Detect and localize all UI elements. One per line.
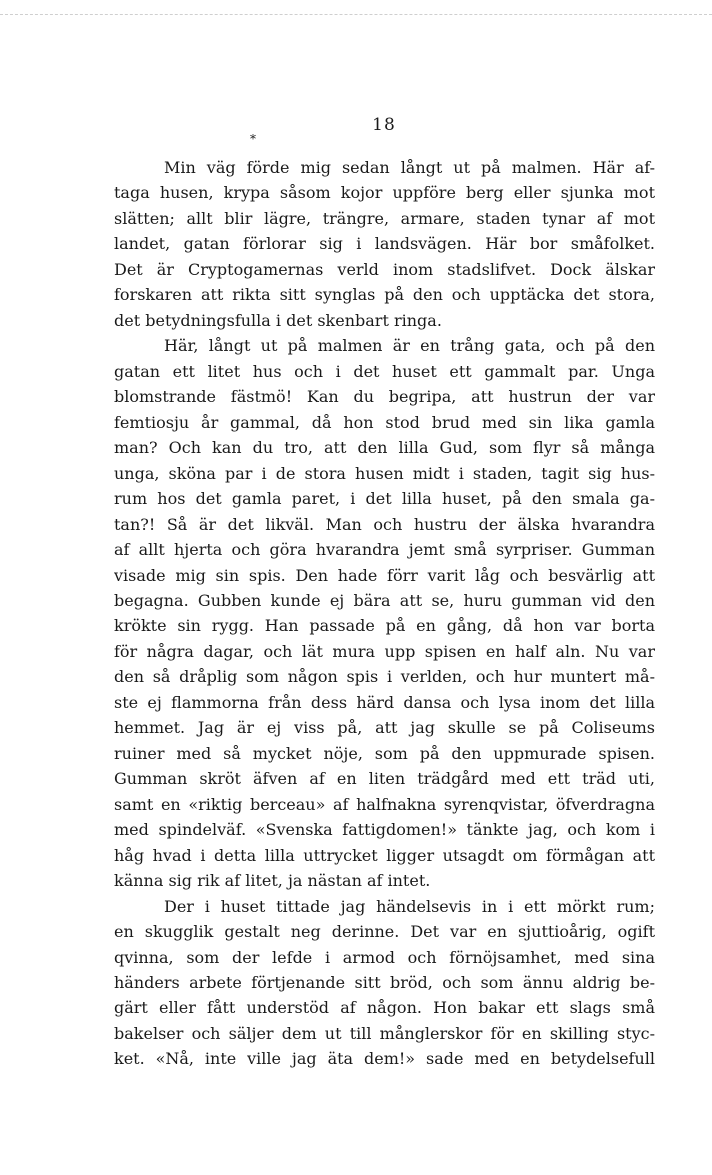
text-line: för några dagar, och lät mura upp spisen en half aln. Nu var — [114, 641, 655, 661]
text-line: hemmet. Jag är ej viss på, att jag skulle se på Coliseums — [114, 718, 655, 738]
text-line: tan?! Så är det likväl. Man och hustru der älska hvarandra — [114, 514, 655, 534]
text-line: krökte sin rygg. Han passade på en gång, då hon var borta — [114, 616, 655, 636]
text-line: den så dråplig som någon spis i verlden, och hur muntert må- — [114, 667, 655, 687]
text-line: slätten; allt blir lägre, trängre, armare, staden tynar af mot — [114, 208, 655, 228]
text-line: taga husen, krypa såsom kojor uppföre berg eller sjunka mot — [114, 183, 655, 203]
text-line: af allt hjerta och göra hvarandra jemt små syrpriser. Gumman — [114, 540, 655, 560]
text-line: samt en «riktig berceau» af halfnakna syrenqvistar, öfverdragna — [114, 794, 655, 814]
text-line: forskaren att rikta sitt synglas på den och upptäcka det stora, — [114, 285, 655, 305]
text-line: ket. «Nå, inte ville jag äta dem!» sade med en betydelsefull — [114, 1049, 655, 1069]
text-line: man? Och kan du tro, att den lilla Gud, som flyr så många — [114, 438, 655, 458]
text-line: det betydningsfulla i det skenbart ringa. — [114, 310, 442, 330]
text-line: blomstrande fästmö! Kan du begripa, att hustrun der var — [114, 387, 655, 407]
text-line: bakelser och säljer dem ut till månglerskor för en skilling styc- — [114, 1023, 655, 1043]
text-line: landet, gatan förlorar sig i landsvägen. Här bor småfolket. — [114, 234, 655, 254]
text-line: med spindelväf. «Svenska fattigdomen!» tänkte jag, och kom i — [114, 820, 655, 840]
text-line: rum hos det gamla paret, i det lilla huset, på den smala ga- — [114, 489, 655, 509]
text-line: Min väg förde mig sedan långt ut på malmen. Här af- — [164, 158, 655, 177]
text-line: unga, sköna par i de stora husen midt i staden, tagit sig hus- — [114, 463, 655, 483]
text-line: känna sig rik af litet, ja nästan af intet. — [114, 871, 431, 891]
text-line: ste ej flammorna från dess härd dansa och lysa inom det lilla — [114, 692, 655, 712]
printer-mark: ⁎ — [250, 128, 256, 142]
page-edge-rule — [0, 14, 712, 15]
text-line: gärt eller fått understöd af någon. Hon bakar ett slags små — [114, 998, 655, 1018]
text-line: ruiner med så mycket nöje, som på den uppmurade spisen. — [114, 743, 655, 763]
text-line: håg hvad i detta lilla uttrycket ligger utsagdt om förmågan att — [114, 845, 655, 865]
text-line: visade mig sin spis. Den hade förr varit låg och besvärlig att — [114, 565, 655, 585]
text-line: qvinna, som der lefde i armod och förnöjsamhet, med sina — [114, 947, 655, 967]
text-line: begagna. Gubben kunde ej bära att se, huru gumman vid den — [114, 590, 655, 610]
text-line: Det är Cryptogamernas verld inom stadslifvet. Dock älskar — [114, 259, 655, 279]
text-line: Här, långt ut på malmen är en trång gata, och på den — [164, 336, 655, 356]
text-line: gatan ett litet hus och i det huset ett gammalt par. Unga — [114, 361, 655, 381]
text-line: Der i huset tittade jag händelsevis in i ett mörkt rum; — [164, 896, 655, 916]
text-line: femtiosju år gammal, då hon stod brud med sin lika gamla — [114, 412, 655, 432]
page-number: 18 — [372, 115, 396, 135]
body-text — [114, 155, 655, 1072]
text-line: en skugglik gestalt neg derinne. Det var en sjuttioårig, ogift — [114, 922, 655, 942]
text-line: händers arbete förtjenande sitt bröd, och som ännu aldrig be- — [114, 973, 655, 992]
text-line: Gumman skröt äfven af en liten trädgård med ett träd uti, — [114, 769, 655, 789]
